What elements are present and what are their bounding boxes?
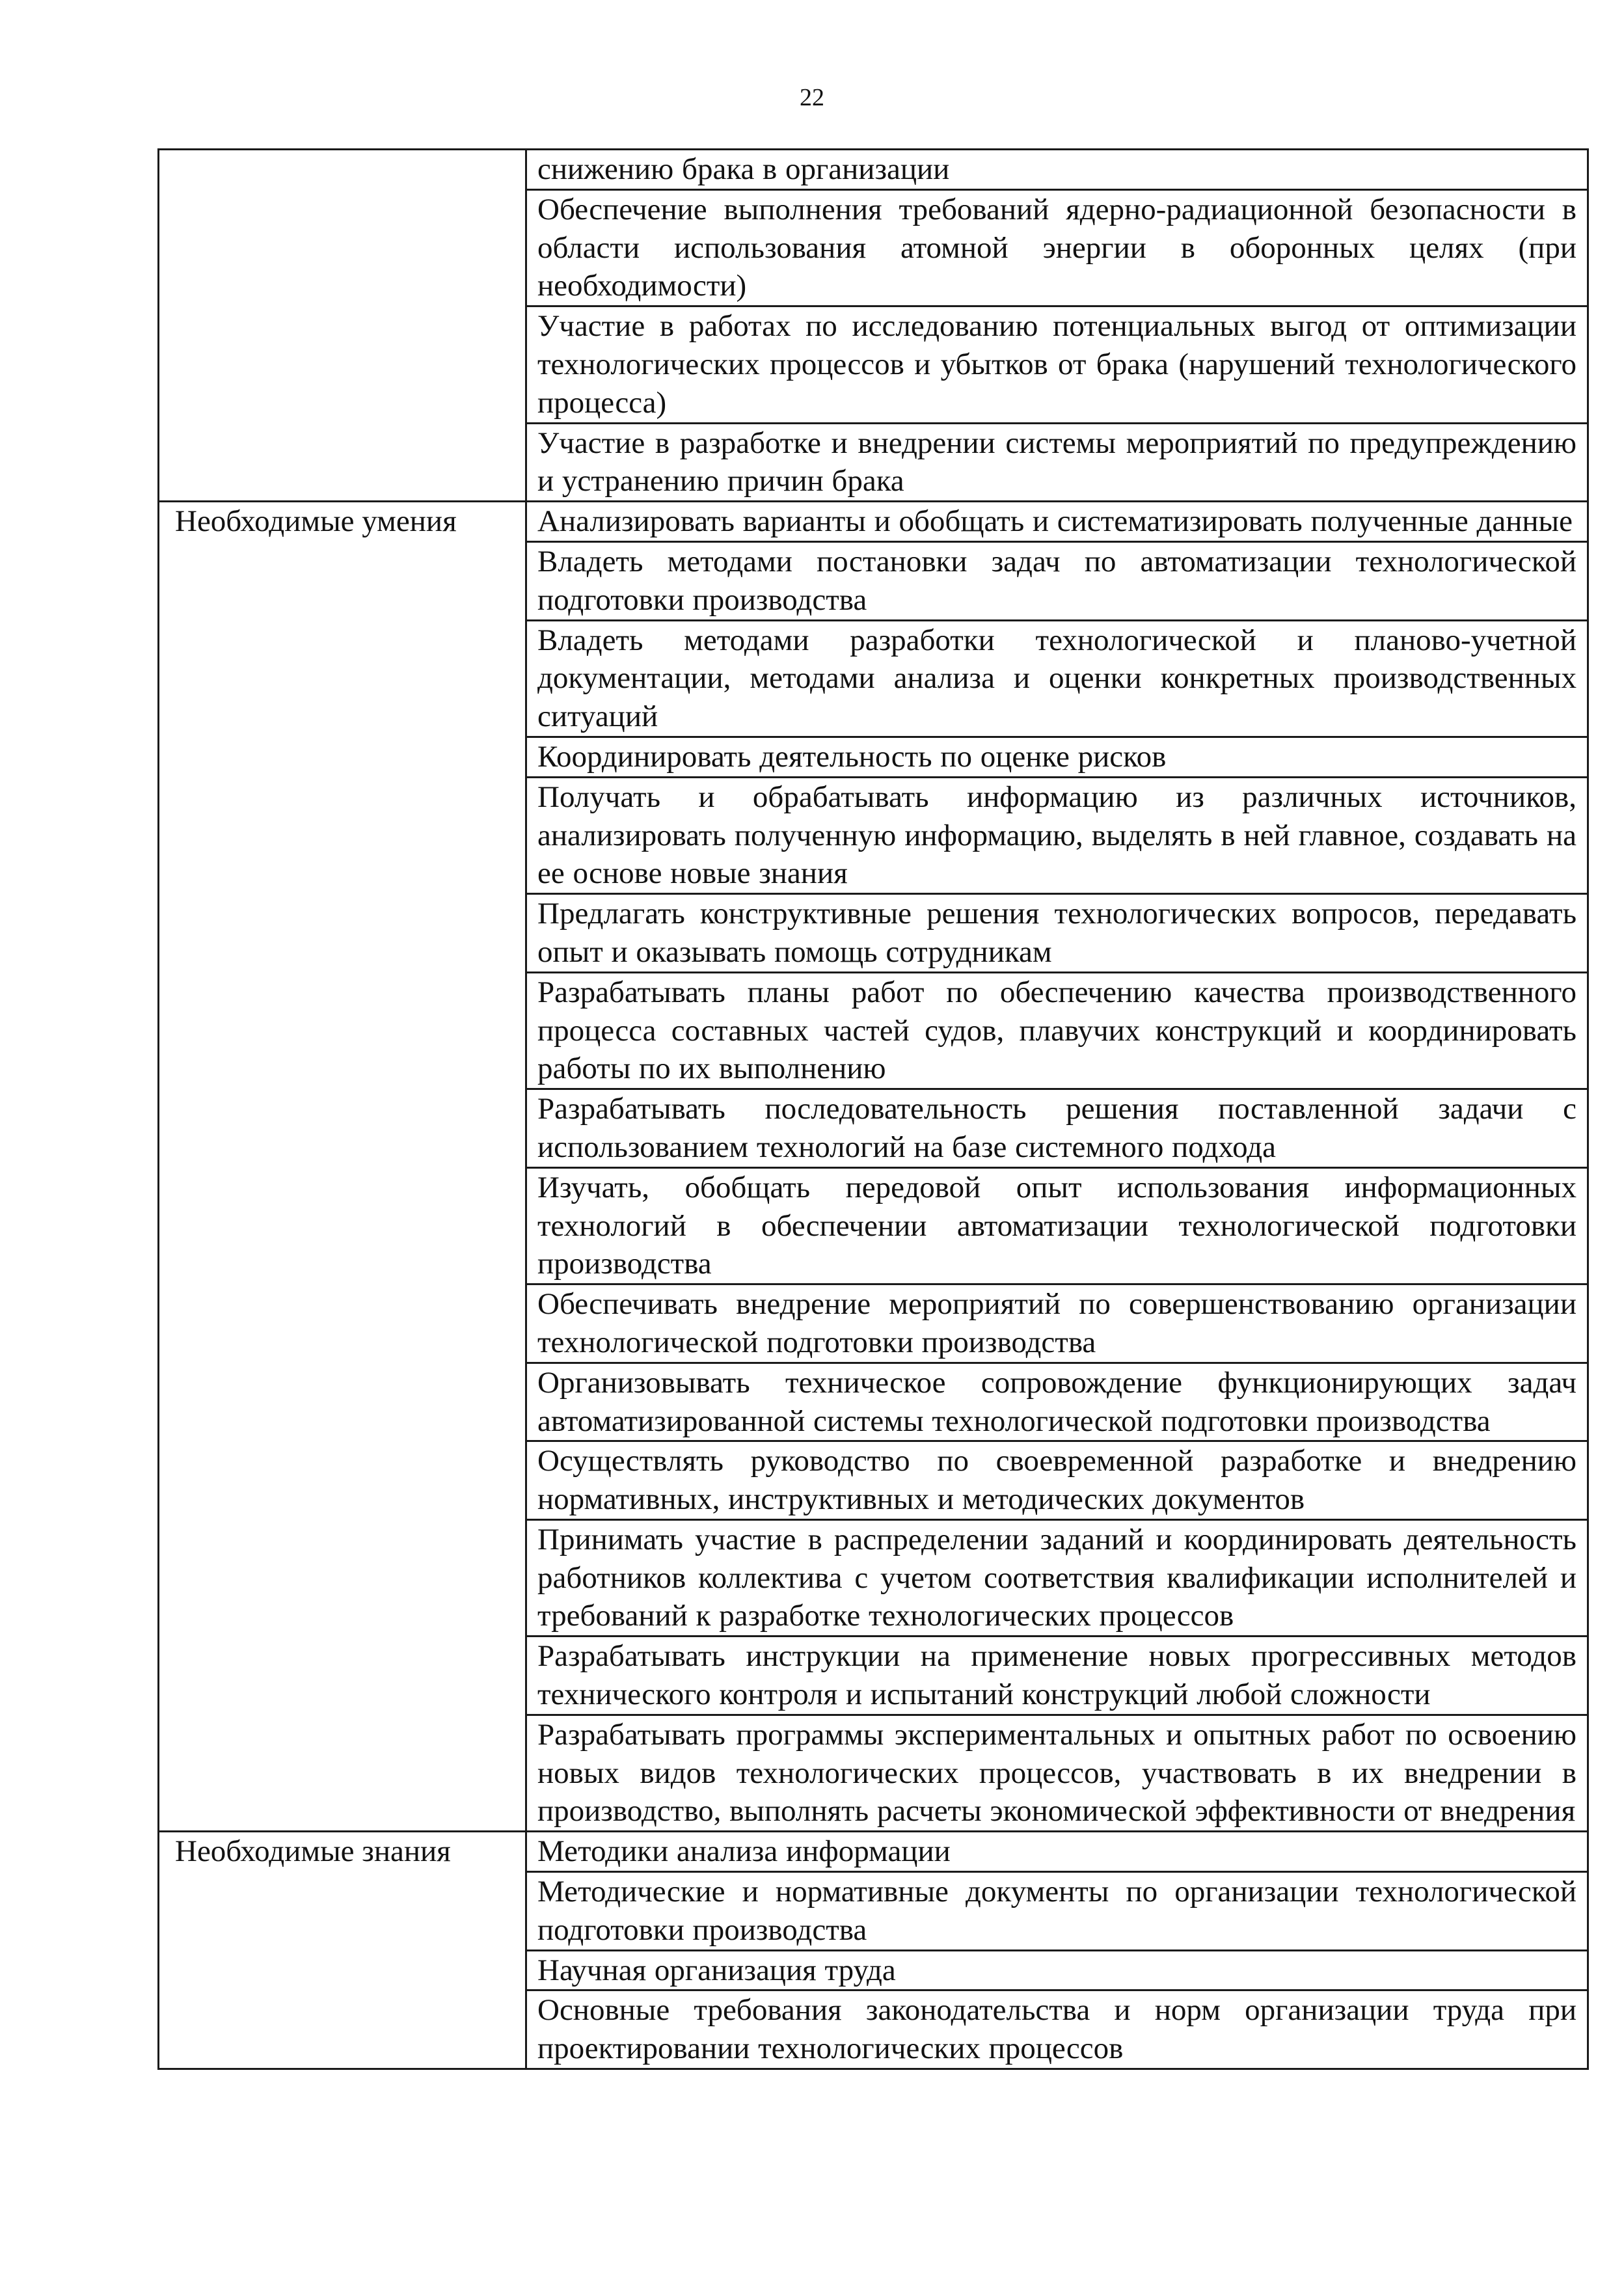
table-cell: Владеть методами разработки технологической и планово-учетной документации, методами анализа и оценки конкретных производственных ситуаций [526,620,1588,737]
table-cell: Методики анализа информации [526,1832,1588,1872]
table-cell: Координировать деятельность по оценке рисков [526,737,1588,777]
table-cell: Обеспечивать внедрение мероприятий по совершенствованию организации технологической подготовки производства [526,1284,1588,1363]
table-cell: Участие в разработке и внедрении системы мероприятий по предупреждению и устранению причин брака [526,423,1588,502]
table-cell: Получать и обрабатывать информацию из различных источников, анализировать полученную информацию, выделять в ней главное, создавать на ее основе новые знания [526,777,1588,893]
table-cell: Разрабатывать программы экспериментальных и опытных работ по освоению новых видов технологических процессов, участвовать в их внедрении в производство, выполнять расчеты экономической эффективности от внедрения [526,1715,1588,1831]
table-cell: Разрабатывать планы работ по обеспечению качества производственного процесса составных частей судов, плавучих конструкций и координировать работы по их выполнению [526,972,1588,1089]
table-cell: Обеспечение выполнения требований ядерно-радиационной безопасности в области использования атомной энергии в оборонных целях (при необходимости) [526,189,1588,306]
table-cell: Участие в работах по исследованию потенциальных выгод от оптимизации технологических процессов и убытков от брака (нарушений технологического процесса) [526,306,1588,423]
table-row [159,502,1588,542]
competency-table [157,148,1589,2070]
table-cell: Принимать участие в распределении заданий и координировать деятельность работников коллектива с учетом соответствия квалификации исполнителей и требований к разработке технологических процессов [526,1519,1588,1636]
page-number: 22 [800,84,824,111]
table-cell: Методические и нормативные документы по организации технологической подготовки производства [526,1872,1588,1951]
table-cell: Осуществлять руководство по своевременной разработке и внедрению нормативных, инструктивных и методических документов [526,1441,1588,1520]
section-label-knowledge: Необходимые знания [159,1832,526,2069]
table-cell: Разрабатывать инструкции на применение новых прогрессивных методов технического контроля и испытаний конструкций любой сложности [526,1637,1588,1715]
table-cell: Анализировать варианты и обобщать и систематизировать полученные данные [526,502,1588,542]
section-label-empty [159,150,526,502]
table-cell: снижению брака в организации [526,150,1588,190]
table-row [159,1832,1588,1872]
table-cell: Основные требования законодательства и норм организации труда при проектировании технологических процессов [526,1990,1588,2069]
table-cell: Владеть методами постановки задач по автоматизации технологической подготовки производства [526,541,1588,620]
table-cell: Разрабатывать последовательность решения поставленной задачи с использованием технологий на базе системного подхода [526,1089,1588,1168]
table-cell: Научная организация труда [526,1950,1588,1990]
table-cell: Изучать, обобщать передовой опыт использования информационных технологий в обеспечении автоматизации технологической подготовки производства [526,1167,1588,1284]
table-cell: Организовывать техническое сопровождение функционирующих задач автоматизированной системы технологической подготовки производства [526,1363,1588,1441]
table-cell: Предлагать конструктивные решения технологических вопросов, передавать опыт и оказывать помощь сотрудникам [526,894,1588,973]
table-row [159,150,1588,190]
section-label-skills: Необходимые умения [159,502,526,1832]
